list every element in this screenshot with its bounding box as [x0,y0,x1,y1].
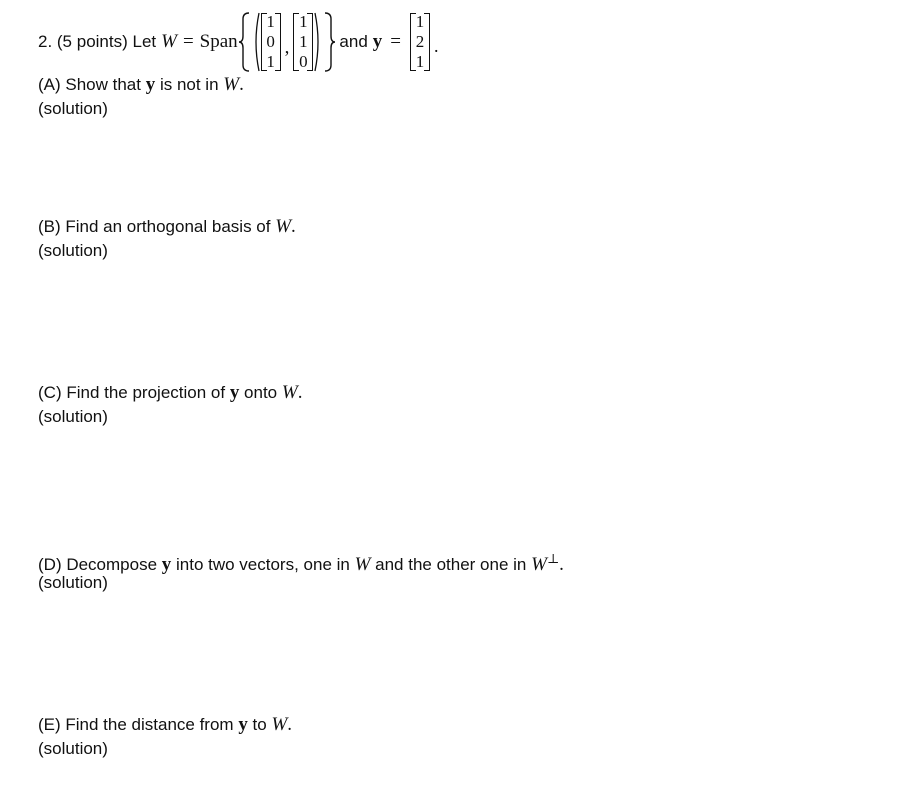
prompt-text: into two vectors, one in [171,555,355,574]
part-c-solution: (solution) [38,407,108,426]
vector-y [410,12,430,72]
left-brace [238,11,252,73]
matrix-entry: 1 [266,52,275,71]
subspace-symbol: W [354,554,371,575]
equals-sign: = [182,31,194,52]
vector-y-symbol: y [145,74,156,95]
prompt-text: is not in [155,75,224,94]
span-vector-1 [261,12,281,72]
matrix-entry: 1 [299,32,308,51]
matrix-entry: 0 [266,32,275,51]
problem-label: 2. (5 points) Let [38,32,157,51]
prompt-text: (E) Find the distance from [38,715,239,734]
subspace-symbol: W [281,382,298,403]
left-paren [252,11,260,73]
subspace-symbol: W [223,74,240,95]
matrix-entry: 1 [299,12,308,31]
sentence-period: . [297,382,303,403]
prompt-text: (D) Decompose [38,555,162,574]
prompt-text: (A) Show that [38,75,146,94]
and-word: and [339,32,368,51]
vector-y-symbol: y [238,714,248,735]
matrix-entry: 1 [415,12,425,31]
part-c-prompt [38,382,302,404]
sentence-period: . [291,216,296,237]
part-a-prompt [38,74,244,96]
span-vector-2 [293,12,313,72]
matrix-entry: 2 [415,32,425,51]
right-paren [314,11,322,73]
part-e-prompt [38,714,292,736]
subspace-symbol: W [271,714,288,735]
right-brace [322,11,336,73]
vector-y-symbol: y [161,554,172,575]
span-operator: Span [199,31,238,52]
vector-y-symbol: y [229,382,240,403]
part-d-solution: (solution) [38,573,108,592]
subspace-symbol: W [275,216,292,237]
prompt-text: (B) Find an orthogonal basis of [38,217,276,236]
equals-sign: = [390,31,402,52]
prompt-text: onto [239,383,282,402]
sentence-period: . [287,714,293,735]
prompt-text: to [247,715,272,734]
part-d-prompt [38,548,564,576]
vector-separator: , [284,37,290,58]
perp-superscript: ⊥ [546,551,560,566]
matrix-entry: 0 [299,52,308,71]
statement-period: . [434,35,439,56]
matrix-entry: 1 [266,12,275,31]
sentence-period: . [559,554,564,575]
part-a-solution: (solution) [38,99,108,118]
vector-y-symbol: y [372,31,383,52]
sentence-period: . [239,74,244,95]
prompt-text: and the other one in [370,555,532,574]
part-e-solution: (solution) [38,739,108,758]
matrix-entry: 1 [415,52,425,71]
part-b-prompt [38,216,296,238]
part-b-solution: (solution) [38,241,108,260]
subspace-symbol: W [161,31,177,52]
subspace-symbol: W [531,554,547,575]
problem-statement [38,10,439,74]
prompt-text: (C) Find the projection of [38,383,230,402]
